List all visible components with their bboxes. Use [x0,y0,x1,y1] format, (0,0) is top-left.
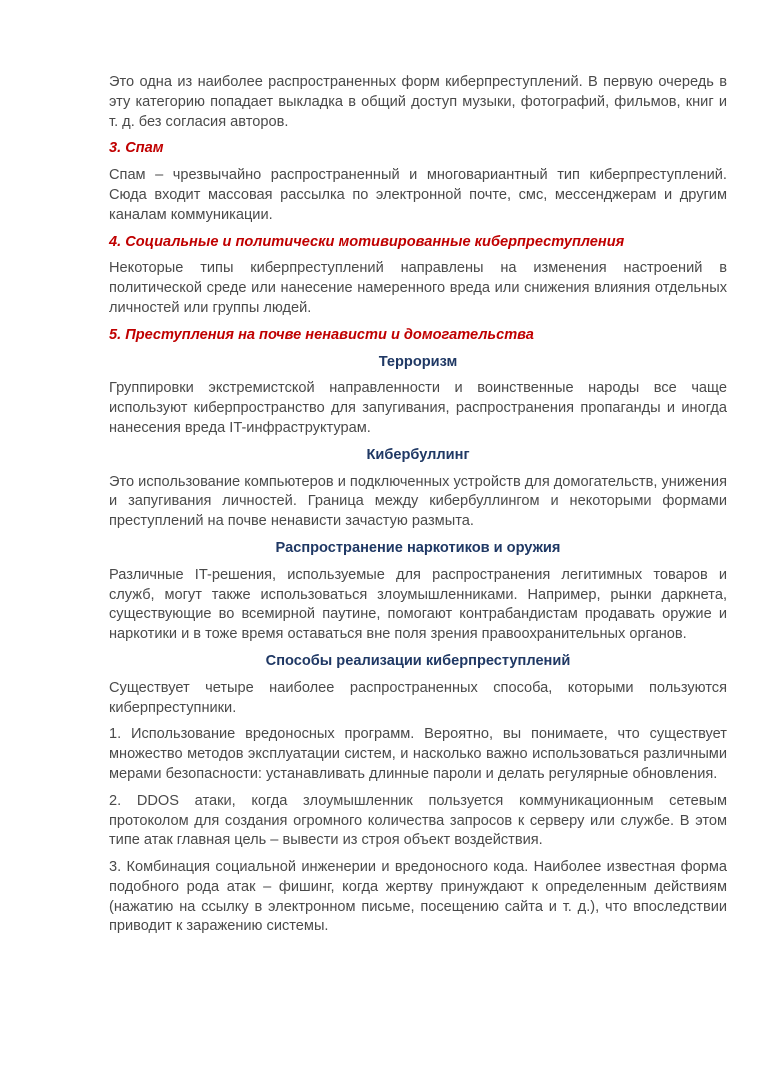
heading-cyberbullying: Кибербуллинг [366,446,470,463]
paragraph-method-1: 1. Использование вредоносных программ. Вероятно, вы понимаете, что существует множество методов эксплуатации систем, и насколько важно использоваться различными мерами безопасности: устанавливать длинные пароли и делать регулярные обновления. [109,726,727,782]
heading-spam: 3. Спам [109,140,164,157]
paragraph-terrorism: Группировки экстремистской направленности и воинственные народы все чаще используют киберпространство для запугивания, распространения пропаганды и иногда нанесения вреда IT-инфраструктурам. [109,380,727,436]
paragraph-drugs-weapons: Различные IT-решения, используемые для распространения легитимных товаров и служб, могут также использоваться злоумышленниками. Например, рынки даркнета, существующие во всемирной паутине, помогают контрабандистам продавать оружие и наркотики и в тоже время оставаться вне поля зрения правоохранительных органов. [109,566,727,643]
paragraph-social-political: Некоторые типы киберпреступлений направлены на изменения настроений в политической среде или нанесение намеренного вреда или снижения влияния отдельных личностей или группы людей. [109,260,727,316]
paragraph-method-2: 2. DDOS атаки, когда злоумышленник пользуется коммуникационным сетевым протоколом для создания огромного количества запросов к серверу или службе. В этом типе атак главная цель – вывести из строя объект воздействия. [109,792,727,849]
heading-drugs-weapons: Распространение наркотиков и оружия [275,539,561,556]
document-page [109,73,727,944]
paragraph-piracy: Это одна из наиболее распространенных форм киберпреступлений. В первую очередь в эту категорию попадает выкладка в общий доступ музыки, фотографий, фильмов, книг и т. д. без согласия авторов. [109,74,727,130]
heading-terrorism: Терроризм [378,353,458,370]
heading-hate-harassment: 5. Преступления на почве ненависти и домогательства [109,326,534,343]
paragraph-spam: Спам – чрезвычайно распространенный и многовариантный тип киберпреступлений. Сюда входит массовая рассылка по электронной почте, смс, мессенджерам и другим каналам коммуникации. [109,167,727,223]
paragraph-method-3: 3. Комбинация социальной инженерии и вредоносного кода. Наиболее известная форма подобного рода атак – фишинг, когда жертву принуждают к определенным действиям (нажатию на ссылку в электронном письме, посещению сайта и т. д.), что впоследствии приводит к заражению системы. [109,859,727,935]
heading-social-political: 4. Социальные и политически мотивированные киберпреступления [109,233,625,250]
paragraph-methods-intro: Существует четыре наиболее распространенных способа, которыми пользуются киберпреступники. [109,679,727,716]
paragraph-cyberbullying: Это использование компьютеров и подключенных устройств для домогательств, унижения и запугивания личностей. Граница между кибербуллингом и некоторыми формами преступлений на почве ненависти зачастую размыта. [109,473,727,530]
heading-methods: Способы реализации киберпреступлений [265,652,571,669]
